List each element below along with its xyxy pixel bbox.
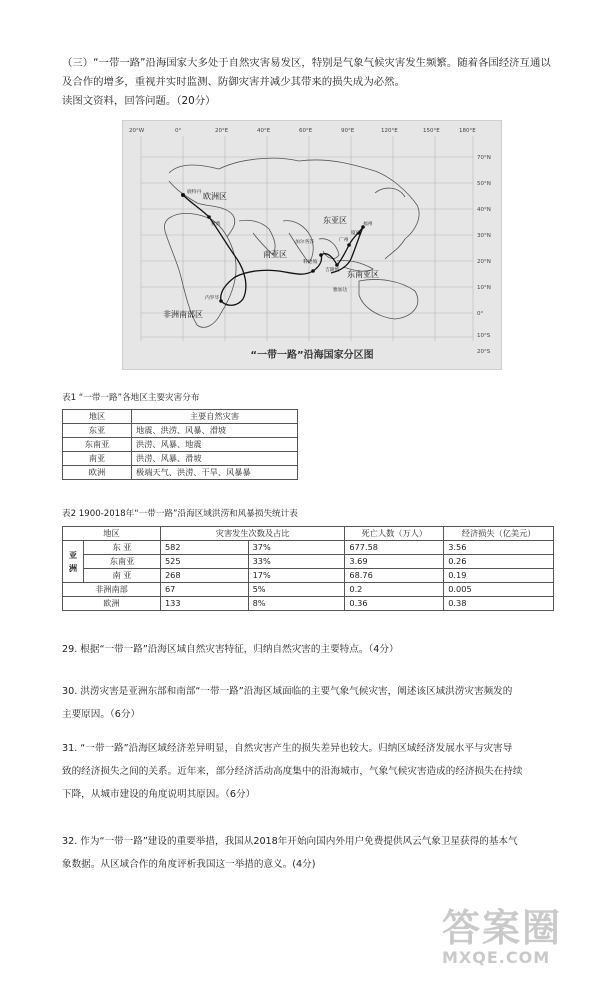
table-header: 经济损失（亿美元） (444, 527, 554, 541)
place-label: 加尔各答 (295, 240, 315, 245)
question-text: 29. 根据“一带一路”沿海区域自然灾害特征，归纳自然灾害的主要特点。（4分） (62, 644, 399, 655)
question-text: 致的经济损失之间的关系。近年来，部分经济活动高度集中的沿海城市，气象气候灾害造成的经济损失在持续 (62, 766, 523, 777)
table-row (63, 597, 554, 611)
table-cell: 0.38 (444, 597, 554, 611)
question-text: 下降，从城市建设的角度说明其原因。（6分） (62, 789, 256, 800)
place-label: 吉隆坡 (325, 268, 340, 273)
lon-label: 120°E (381, 128, 398, 134)
lon-label: 20°W (129, 128, 145, 134)
table-cell: 0.19 (444, 569, 554, 583)
lon-label: 20°E (215, 128, 229, 134)
table-cell: 欧洲 (63, 466, 132, 480)
place-label: 广州 (339, 238, 349, 243)
table-cell: 33% (248, 555, 345, 569)
table-cell: 地震、洪涝、风暴、滑坡 (132, 424, 298, 438)
table1-caption: 表1 “一带一路”各地区主要灾害分布 (62, 393, 200, 403)
region-label: 非洲南部区 (163, 310, 203, 319)
place-label: 厦门 (351, 231, 361, 236)
table-row (63, 466, 298, 480)
table-cell: 南 亚 (84, 569, 161, 583)
table-cell: 东亚 (63, 424, 132, 438)
lat-label: 30°N (477, 233, 491, 239)
table-row (63, 555, 554, 569)
region-label: 东南亚区 (347, 270, 379, 279)
table-row (63, 541, 554, 555)
table-cell: 洪涝、风暴、地震 (132, 438, 298, 452)
table-cell: 3.69 (345, 555, 444, 569)
intro-text (62, 54, 552, 111)
watermark-logo (442, 908, 572, 974)
lat-label: 10°N (477, 285, 491, 291)
table-cell: 37% (248, 541, 345, 555)
question-text: 30. 洪涝灾害是亚洲东部和南部“一带一路”沿海区域面临的主要气象气候灾害，阐述该区域洪涝灾害频发的 (62, 686, 513, 697)
lat-label: 20°S (477, 349, 491, 355)
table-row (63, 569, 554, 583)
question-text: 32. 作为“一带一路”建设的重要举措，我国从2018年开始向国内外用户免费提供风云气象卫星获得的基本气 (62, 836, 518, 847)
lat-label: 50°N (477, 181, 491, 187)
belt-road-map (122, 120, 502, 370)
table-row (63, 438, 298, 452)
table-cell: 5% (248, 583, 345, 597)
table-cell: 东南亚 (84, 555, 161, 569)
lon-label: 90°E (341, 128, 355, 134)
region-label: 欧洲区 (203, 192, 227, 201)
question-32 (62, 830, 558, 876)
table-cell: 0.005 (444, 583, 554, 597)
intro-line: 及合作的增多，重视并实时监测、防御灾害并减少其带来的损失成为必然。 (62, 76, 405, 88)
table-cell: 南亚 (63, 452, 132, 466)
table-row (63, 452, 298, 466)
place-label: 科伦坡 (303, 260, 318, 265)
lon-label: 150°E (423, 128, 440, 134)
question-31 (62, 737, 558, 806)
table-cell: 268 (160, 569, 248, 583)
question-text: 象数据。从区域合作的角度评析我国这一举措的意义。(4分) (62, 859, 316, 870)
lat-label: 70°N (477, 155, 491, 161)
disaster-distribution-table (62, 409, 298, 480)
intro-instruction: 读图文资料，回答问题。（20分） (62, 95, 216, 107)
table-cell: 582 (160, 541, 248, 555)
table-cell: 0.26 (444, 555, 554, 569)
lat-label: 0° (477, 311, 484, 317)
table-header: 主要自然灾害 (132, 410, 298, 424)
map-caption: “一带一路”沿海国家分区图 (250, 350, 374, 361)
table-header: 死亡人数（万人） (345, 527, 444, 541)
table-cell: 677.58 (345, 541, 444, 555)
table-cell: 0.36 (345, 597, 444, 611)
map-graphic (123, 121, 501, 369)
table-row (63, 424, 298, 438)
flood-storm-loss-table (62, 526, 554, 611)
region-label: 东亚区 (323, 216, 347, 225)
table-cell: 0.2 (345, 583, 444, 597)
question-text: 主要原因。（6分） (62, 709, 141, 720)
table-cell: 67 (160, 583, 248, 597)
intro-line: （三）“一带一路”沿海国家大多处于自然灾害易发区，特别是气象气候灾害发生频繁。随着各国经济互通以 (62, 57, 551, 69)
lon-label: 40°E (257, 128, 271, 134)
table-cell: 非洲南部 (63, 583, 161, 597)
table-header: 灾害发生次数及占比 (160, 527, 344, 541)
lon-label: 60°E (299, 128, 313, 134)
watermark-url: MXQE.COM (442, 948, 551, 967)
place-label: 鹿特丹 (187, 190, 202, 195)
lon-label: 0° (175, 128, 182, 134)
lat-label: 20°N (477, 259, 491, 265)
place-label: 雅加达 (333, 288, 348, 293)
lat-label: 10°S (477, 333, 491, 339)
place-label: 雅典 (211, 222, 221, 227)
place-label: 内罗毕 (205, 296, 220, 301)
question-29 (62, 638, 558, 661)
table-header: 地区 (63, 527, 161, 541)
table-row (63, 583, 554, 597)
question-30 (62, 680, 558, 726)
table-cell: 3.56 (444, 541, 554, 555)
lat-label: 40°N (477, 207, 491, 213)
question-text: 31. “一带一路”沿海区域经济差异明显，自然灾害产生的损失差异也较大。归纳区域经济发展水平与灾害导 (62, 743, 513, 754)
table-cell: 133 (160, 597, 248, 611)
region-label: 南亚区 (263, 250, 287, 259)
place-label: 福州 (363, 222, 373, 227)
table-header: 地区 (63, 410, 132, 424)
table-cell: 68.76 (345, 569, 444, 583)
asia-group-label: 亚洲 (63, 541, 84, 583)
table-cell: 洪涝、风暴、滑坡 (132, 452, 298, 466)
table-header-row (63, 527, 554, 541)
table-cell: 极端天气、洪涝、干旱、风暴暴 (132, 466, 298, 480)
watermark-text: 答案圈 (442, 906, 563, 950)
table-header-row (63, 410, 298, 424)
table2-caption: 表2 1900-2018年“一带一路”沿海区域洪涝和风暴损失统计表 (62, 509, 298, 519)
table-cell: 17% (248, 569, 345, 583)
table-cell: 8% (248, 597, 345, 611)
table-cell: 东南亚 (63, 438, 132, 452)
lon-label: 180°E (459, 128, 476, 134)
table-cell: 525 (160, 555, 248, 569)
table-cell: 欧洲 (63, 597, 161, 611)
table-cell: 东 亚 (84, 541, 161, 555)
